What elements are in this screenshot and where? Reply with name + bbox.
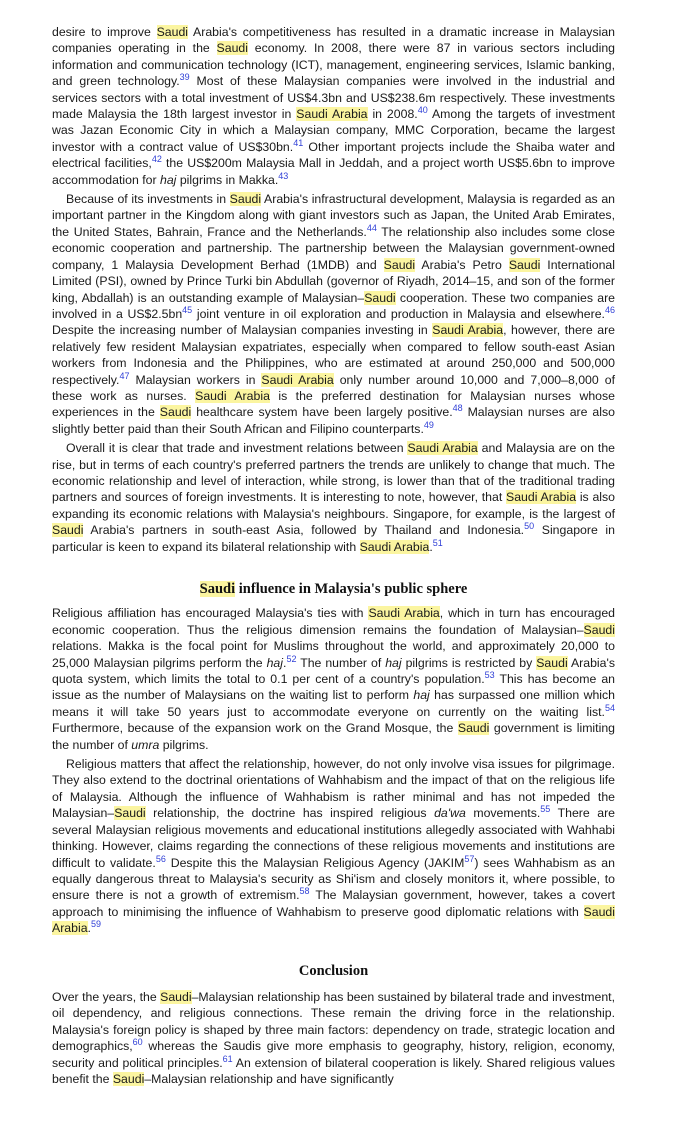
italic-haj: haj <box>160 172 177 187</box>
footnote-ref-40[interactable]: 40 <box>417 104 428 115</box>
footnote-ref-55[interactable]: 55 <box>540 804 551 815</box>
highlight-saudi: Saudi <box>457 721 490 736</box>
paragraph-conclusion: Over the years, the Saudi–Malaysian relationship has been sustained by bilateral trade and investment, oil dependency, and religious connections. These remain the driving force in the relationship. Malaysia's foreign policy is shaped by three main factors: dependency on trade, strategic location and demographics,$^{60}$ whereas the Saudis give more emphasis to geography, history, religion, economy, security and political principles.$^{61}$ An extension of bilateral cooperation is likely. Shared religious values benefit the Saudi–Malaysian relationship and have significantly <box>52 989 615 1086</box>
highlight-saudi-arabia: Saudi Arabia <box>359 539 430 554</box>
highlight-saudi-arabia: Saudi Arabia <box>432 323 504 338</box>
footnote-ref-45[interactable]: 45 <box>182 304 193 315</box>
section-heading-saudi-influence: Saudi influence in Malaysia's public sphere <box>199 581 468 597</box>
footnote-ref-43[interactable]: 43 <box>278 170 289 181</box>
footnote-ref-44[interactable]: 44 <box>366 222 377 233</box>
highlight-saudi: Saudi <box>216 41 248 56</box>
highlight-saudi: Saudi <box>156 25 189 39</box>
highlight-saudi: Saudi <box>229 192 262 207</box>
footnote-ref-49[interactable]: 49 <box>423 419 434 430</box>
italic-haj: haj <box>385 655 402 670</box>
italic-haj: haj <box>413 688 430 703</box>
footnote-ref-60[interactable]: 60 <box>132 1037 143 1048</box>
paragraph-investment-overview: desire to improve Saudi Arabia's competitiveness has resulted in a dramatic increase in Malaysian companies operating in the Saudi economy. In 2008, there were 87 in various sectors including information and communication technology (ICT), management, engineering services, Islamic banking, and green technology.$^{39}$ Most of these Malaysian companies were involved in the industrial and services sectors with a total investment of US$4.3bn and US$238.6m respectively. These investments made Malaysia the 18th largest investor in Saudi Arabia in 2008.40 Among the targets of investment was Jazan Economic City in which a Malaysian company, MMC Corporation, became the largest investor with a contract value of US$30bn.$^{41}$ Other important projects include the Shaiba water and electrical facilities,$^{42}$ the US$200m Malaysia Mall in Jeddah, and a project worth US$5.6bn to improve accommodation for haj pilgrims in Makka.$^{43}$ <box>52 25 616 187</box>
footnote-ref-41[interactable]: 41 <box>293 137 304 148</box>
footnote-ref-39[interactable]: 39 <box>179 72 190 83</box>
footnote-ref-61[interactable]: 61 <box>222 1053 233 1064</box>
highlight-saudi-arabia: Saudi Arabia <box>506 490 577 505</box>
highlight-saudi: Saudi <box>583 622 615 637</box>
footnote-ref-56[interactable]: 56 <box>155 853 166 864</box>
italic-umra: umra <box>131 737 160 752</box>
paragraph-trade-trends: Overall it is clear that trade and investment relations between Saudi Arabia and Malaysia are on the rise, but in terms of each country's preferred partners the trends are unlikely to change that much. The economic relationship and level of interaction, while strong, is lower than that of the traditional trading partners and sources of foreign investments. It is interesting to note, however, that Saudi Arabia is also expanding its economic relations with Malaysia's neighbours. Singapore, for example, is the largest of Saudi Arabia's partners in south-east Asia, followed by Thailand and Indonesia.$^{50}$ Singapore in particular is keen to expand its bilateral relationship with Saudi Arabia.$^{51}$ <box>52 441 616 554</box>
footnote-ref-47[interactable]: 47 <box>119 370 130 381</box>
footnote-ref-48[interactable]: 48 <box>452 403 463 414</box>
highlight-saudi: Saudi <box>160 989 192 1004</box>
footnote-ref-42[interactable]: 42 <box>151 154 162 165</box>
footnote-ref-52[interactable]: 52 <box>286 653 297 664</box>
highlight-saudi: Saudi <box>199 581 236 597</box>
footnote-ref-54[interactable]: 54 <box>604 702 615 713</box>
highlight-saudi: Saudi <box>114 806 146 821</box>
highlight-saudi-arabia: Saudi Arabia <box>368 606 440 621</box>
footnote-ref-57[interactable]: 57 <box>464 853 475 864</box>
highlight-saudi: Saudi <box>364 290 396 305</box>
paragraph-religious-affiliation: Religious affiliation has encouraged Malaysia's ties with Saudi Arabia, which in turn has encouraged economic cooperation. Thus the religious dimension remains the foundation of Malaysian–Saudi relations. Makka is the focal point for Muslims throughout the world, and approximately 20,000 to 25,000 Malaysian pilgrims perform the haj.$^{52}$ The number of haj pilgrims is restricted by Saudi Arabia's quota system, which limits the total to 0.1 per cent of a country's population.$^{53}$ This has become an issue as the number of Malaysians on the waiting list to perform haj has surpassed one million which means it will take 50 years just to accommodate everyone on currently on the waiting list.$^{54}$ Furthermore, because of the expansion work on the Grand Mosque, the Saudi government is limiting the number of umra pilgrims. <box>52 606 616 752</box>
paragraph-religious-matters: Religious matters that affect the relationship, however, do not only involve visa issues for pilgrimage. They also extend to the doctrinal orientations of Wahhabism and the impact of that on the religious life of Malaysia. Although the influence of Wahhabism is rather minimal and has not impeded the Malaysian–Saudi relationship, the doctrine has inspired religious da'wa movements.$^{55}$ There are several Malaysian religious movements and educational institutions allegedly associated with Wahhabi thinking. However, claims regarding the connections of these religious movements and institutions are difficult to validate.$^{56}$ Despite this the Malaysian Religious Agency (JAKIM$^{57}$) sees Wahhabism as an equally dangerous threat to Malaysia's security as Shi'ism and closely monitors it, where possible, to ensure there is not a growth of extremism.$^{58}$ The Malaysian government, however, takes a covert approach to minimising the influence of Wahhabism to preserve good diplomatic relations with Saudi Arabia.$^{59}$ <box>52 757 616 936</box>
highlight-saudi: Saudi <box>508 257 541 272</box>
highlight-saudi: Saudi <box>536 655 568 670</box>
highlight-saudi-arabia: Saudi Arabia <box>407 441 478 456</box>
footnote-ref-58[interactable]: 58 <box>299 886 310 897</box>
footnote-ref-53[interactable]: 53 <box>484 669 495 680</box>
italic-dawa: da'wa <box>434 806 466 821</box>
highlight-saudi: Saudi <box>52 523 84 538</box>
footnote-ref-46[interactable]: 46 <box>604 304 615 315</box>
italic-haj: haj <box>266 655 284 670</box>
highlight-saudi-arabia: Saudi Arabia <box>195 388 270 403</box>
paragraph-infrastructure-partnership: Because of its investments in Saudi Arabia's infrastructural development, Malaysia is regarded as an important partner in the Kingdom along with giant investors such as Japan, the United Arab Emirates, the United States, Bahrain, France and the Netherlands.$^{44}$ The relationship also includes some close economic cooperation and partnership. The partnership between the Malaysian government-owned company, 1 Malaysia Development Berhad (1MDB) and Saudi Arabia's Petro Saudi International Limited (PSI), owned by Prince Turki bin Abdullah (governor of Riyadh, 2014–15, and son of the former king, Abdallah) is an outstanding example of Malaysian–Saudi cooperation. These two companies are involved in a US$2.5bn$^{45}$ joint venture in oil exploration and production in Malaysia and elsewhere.$^{46}$ Despite the increasing number of Malaysian companies investing in Saudi Arabia, however, there are relatively few resident Malaysian expatriates, especially when compared to fellow south-east Asian workers from Indonesia and the Philippines, who are estimated at around 250,000 and 500,000 respectively.$^{47}$ Malaysian workers in Saudi Arabia only number around 10,000 and 7,000–8,000 of these work as nurses. Saudi Arabia is the preferred destination for Malaysian nurses whose experiences in the Saudi healthcare system have been largely positive.$^{48}$ Malaysian nurses are also slightly better paid than their South African and Filipino counterparts.$^{49}$ <box>52 192 616 436</box>
highlight-saudi: Saudi <box>112 1071 145 1086</box>
footnote-ref-59[interactable]: 59 <box>90 919 101 930</box>
footnote-ref-51[interactable]: 51 <box>432 537 443 548</box>
footnote-ref-50[interactable]: 50 <box>524 521 535 532</box>
section-heading-conclusion: Conclusion <box>298 962 369 979</box>
highlight-saudi-arabia: Saudi Arabia <box>296 107 368 122</box>
highlight-saudi: Saudi <box>159 405 192 420</box>
highlight-saudi: Saudi <box>383 257 416 272</box>
highlight-saudi-arabia: Saudi Arabia <box>261 372 334 387</box>
highlight-saudi-arabia: Saudi Arabia <box>52 904 615 936</box>
